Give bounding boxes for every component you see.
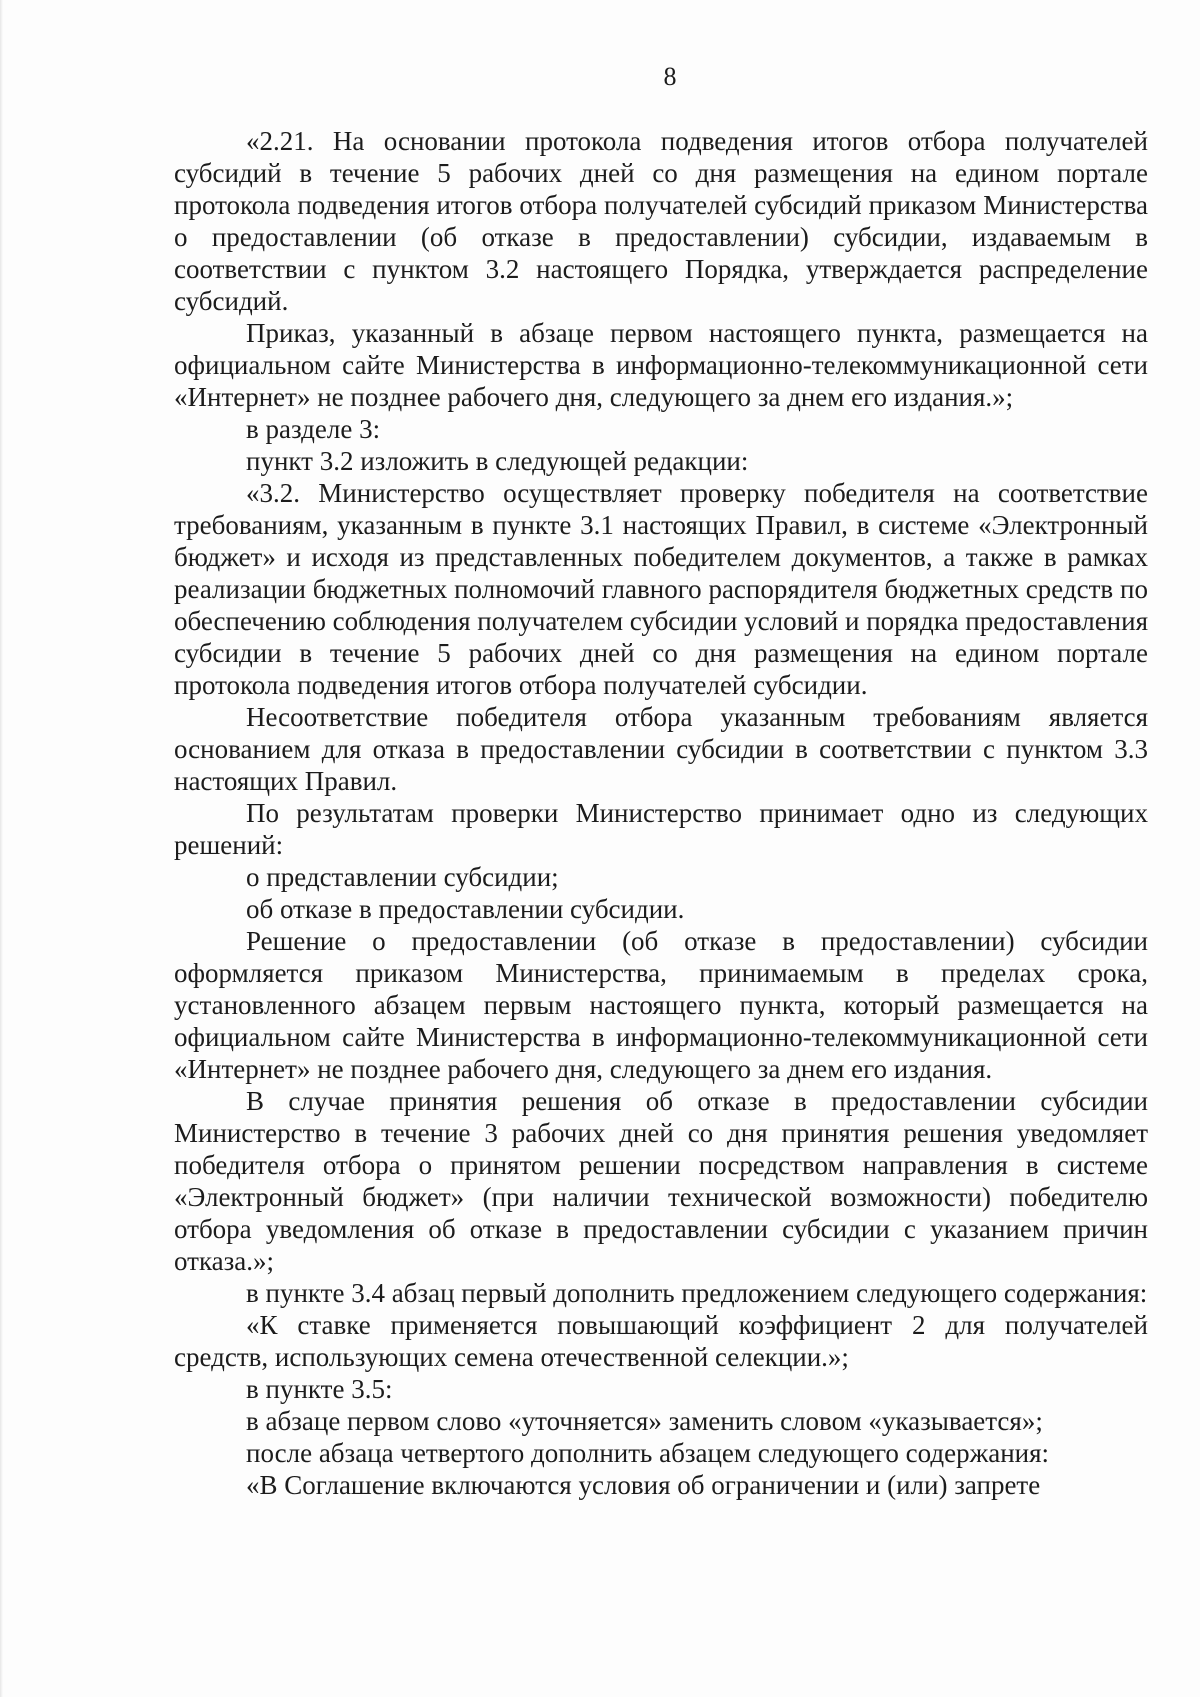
paragraph: Решение о предоставлении (об отказе в предоставлении) субсидии оформляется приказом Министерства, принимаемым в пределах срока, установленного абзацем первым настоящего пункта, который размещается на официальном сайте Министерства в информационно-телекоммуникационной сети «Интернет» не позднее рабочего дня, следующего за днем его издания.: [174, 926, 1148, 1084]
paragraph: По результатам проверки Министерство принимает одно из следующих решений:: [174, 798, 1148, 860]
paragraph: В случае принятия решения об отказе в предоставлении субсидии Министерство в течение 3 рабочих дней со дня принятия решения уведомляет победителя отбора о принятом решении посредством направления в системе «Электронный бюджет» (при наличии технической возможности) победителю отбора уведомления об отказе в предоставлении субсидии с указанием причин отказа.»;: [174, 1086, 1148, 1276]
paragraph: «В Соглашение включаются условия об ограничении и (или) запрете: [246, 1470, 1041, 1500]
page-number: 8: [663, 62, 677, 91]
paragraph: о представлении субсидии;: [246, 862, 559, 892]
scan-edge: [0, 0, 3, 1697]
paragraph: в разделе 3:: [246, 414, 381, 444]
paragraph: Несоответствие победителя отбора указанным требованиям является основанием для отказа в предоставлении субсидии в соответствии с пунктом 3.3 настоящих Правил.: [174, 702, 1148, 796]
paragraph: Приказ, указанный в абзаце первом настоящего пункта, размещается на официальном сайте Министерства в информационно-телекоммуникационной сети «Интернет» не позднее рабочего дня, следующего за днем его издания.»;: [174, 318, 1148, 412]
paragraph: «2.21. На основании протокола подведения итогов отбора получателей субсидий в течение 5 рабочих дней со дня размещения на едином портале протокола подведения итогов отбора получателей субсидий приказом Министерства о предоставлении (об отказе в предоставлении) субсидии, издаваемым в соответствии с пунктом 3.2 настоящего Порядка, утверждается распределение субсидий.: [174, 126, 1148, 316]
paragraph: «3.2. Министерство осуществляет проверку победителя на соответствие требованиям, указанным в пункте 3.1 настоящих Правил, в системе «Электронный бюджет» и исходя из представленных победителем документов, а также в рамках реализации бюджетных полномочий главного распорядителя бюджетных средств по обеспечению соблюдения получателем субсидии условий и порядка предоставления субсидии в течение 5 рабочих дней со дня размещения на едином портале протокола подведения итогов отбора получателей субсидии.: [174, 478, 1148, 700]
paragraph: в абзаце первом слово «уточняется» заменить словом «указывается»;: [246, 1406, 1043, 1436]
paragraph: «К ставке применяется повышающий коэффициент 2 для получателей средств, использующих семена отечественной селекции.»;: [174, 1310, 1148, 1372]
paragraph: в пункте 3.5:: [246, 1374, 393, 1404]
document-body: [174, 125, 1148, 1501]
paragraph: после абзаца четвертого дополнить абзацем следующего содержания:: [246, 1438, 1050, 1468]
paragraph: пункт 3.2 изложить в следующей редакции:: [246, 446, 749, 476]
paragraph: в пункте 3.4 абзац первый дополнить предложением следующего содержания:: [246, 1278, 1148, 1308]
paragraph: об отказе в предоставлении субсидии.: [246, 894, 685, 924]
